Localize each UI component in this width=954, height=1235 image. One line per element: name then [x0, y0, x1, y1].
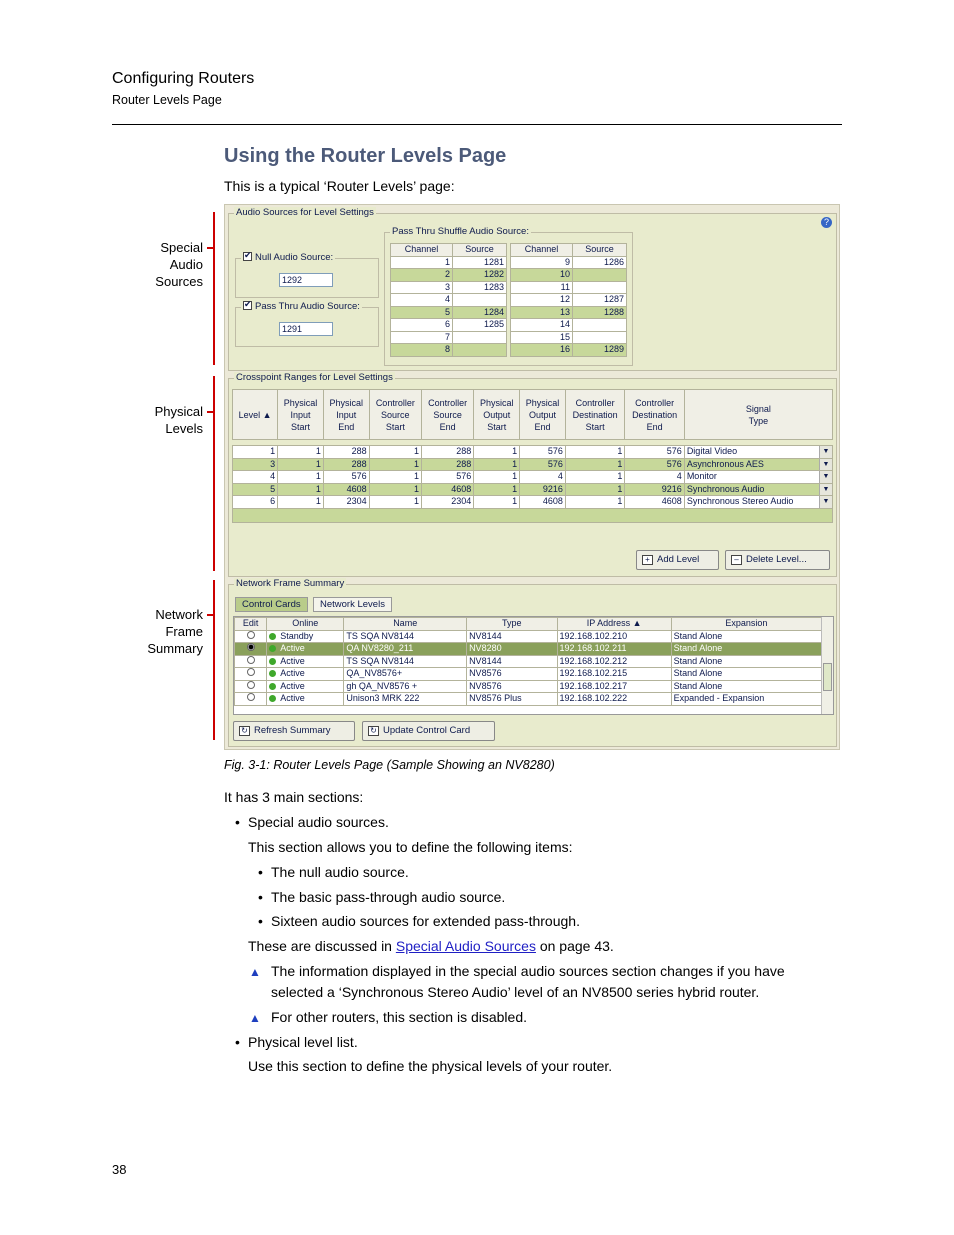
col-header[interactable]: Controller Destination Start: [565, 390, 624, 440]
table-row[interactable]: Active Unison3 MRK 222 NV8576 Plus 192.168.102.222 Expanded - Expansion: [235, 693, 822, 706]
network-table: [234, 617, 822, 706]
bullet-special-audio: • Special audio sources.: [248, 812, 389, 833]
col-header[interactable]: Signal Type: [684, 390, 832, 440]
special-audio-sources-link[interactable]: Special Audio Sources: [395, 938, 536, 954]
table-row[interactable]: 4: [391, 294, 507, 307]
signal-type-select[interactable]: Digital Video ▼: [684, 446, 832, 459]
pass-thru-checkbox[interactable]: [243, 301, 252, 310]
chevron-down-icon[interactable]: ▼: [819, 459, 832, 471]
scrollbar-thumb[interactable]: [823, 663, 832, 691]
page-number: 38: [112, 1162, 127, 1177]
shuffle-table-left: [390, 243, 507, 357]
status-dot-icon: [269, 695, 276, 702]
table-row[interactable]: 16 1289: [511, 344, 627, 357]
signal-type-select[interactable]: Synchronous Stereo Audio ▼: [684, 496, 832, 509]
body-p2: This section allows you to define the following items:: [248, 839, 573, 855]
table-row[interactable]: 3 1283: [391, 281, 507, 294]
table-row[interactable]: Active gh QA_NV8576 + NV8576 192.168.102.217 Stand Alone: [235, 680, 822, 693]
col-header[interactable]: Name: [344, 618, 467, 631]
table-row[interactable]: 11: [511, 281, 627, 294]
add-icon: +: [642, 555, 653, 565]
table-row[interactable]: 15: [511, 331, 627, 344]
sub-bullet-2: • The basic pass-through audio source.: [271, 887, 505, 908]
bullet-physical-level: • Physical level list.: [248, 1032, 358, 1053]
col-header: Source: [573, 244, 627, 257]
callout-bar-special: [213, 212, 215, 365]
body-p3: These are discussed in Special Audio Sources on page 43.: [248, 938, 614, 954]
status-dot-icon: [269, 645, 276, 652]
sub-bullet-3: • Sixteen audio sources for extended pass-through.: [271, 911, 580, 932]
callout-network: Network Frame Summary: [130, 606, 203, 657]
delete-level-button[interactable]: – Delete Level...: [725, 550, 830, 570]
edit-radio[interactable]: [247, 681, 255, 689]
col-header[interactable]: Controller Destination End: [625, 390, 684, 440]
refresh-icon: ↻: [239, 726, 250, 736]
update-control-card-button[interactable]: ↻ Update Control Card: [362, 721, 495, 741]
table-row[interactable]: 3 1 288 1 288 1 576 1 576 Asynchronous AES ▼: [233, 458, 833, 471]
table-row[interactable]: 14: [511, 319, 627, 332]
section-title: Router Levels Page: [112, 93, 222, 107]
audio-sources-group: Audio Sources for Level Settings ? ✔Null Audio Source: 1292 ✔Pass Thru Audio Source: 1291 Pass Thru Shuffle Audio Source: Channel Source 1 1281 2 1282 3 1283 4 5 1284 6 1285 7 8 Channel Source 9 1286 10 11 12 1287 13 1288 14 15 16 1289: [228, 213, 837, 371]
network-group: Network Frame Summary Control Cards Network Levels Edit Online Name Type IP Address ▲ Expansion Standby TS SQA NV8144 NV8144 192.168.102.210 Stand Alone Active QA NV8280_211 NV8280 192.168.102.211 Stand Alone Active TS SQA NV8144 NV8144 192.168.102.212 Stand Alone Active QA_NV8576+ NV8576 192.168.102.215 Stand Alone Active gh QA_NV8576 + NV8576 192.168.102.217 Stand Alone Active Unison3 MRK 222 NV8576 Plus 192.168.102.222 Expanded - Expansion ↻ Refresh Summary ↻ Update Control Card: [228, 584, 837, 747]
signal-type-select[interactable]: Asynchronous AES ▼: [684, 458, 832, 471]
help-icon[interactable]: ?: [821, 217, 832, 228]
body-p4: Use this section to define the physical levels of your router.: [248, 1058, 613, 1074]
col-header[interactable]: Controller Source Start: [369, 390, 421, 440]
signal-type-select[interactable]: Monitor ▼: [684, 471, 832, 484]
callout-bar-network: [213, 580, 215, 740]
status-dot-icon: [269, 683, 276, 690]
chevron-down-icon[interactable]: ▼: [819, 471, 832, 483]
body-p1: It has 3 main sections:: [224, 789, 364, 805]
table-row[interactable]: Active QA NV8280_211 NV8280 192.168.102.211 Stand Alone: [235, 643, 822, 656]
callout-special: Special Audio Sources: [140, 239, 203, 290]
note-triangle-icon: ▲: [249, 965, 261, 979]
edit-radio[interactable]: [247, 656, 255, 664]
table-row[interactable]: 5 1 4608 1 4608 1 9216 1 9216 Synchronous Audio ▼: [233, 483, 833, 496]
table-row[interactable]: 9 1286: [511, 256, 627, 269]
col-header[interactable]: Controller Source End: [421, 390, 473, 440]
col-header: Channel: [511, 244, 573, 257]
tab-network-levels[interactable]: Network Levels: [313, 597, 392, 612]
table-row[interactable]: 4 1 576 1 576 1 4 1 4 Monitor ▼: [233, 471, 833, 484]
null-audio-input[interactable]: 1292: [279, 273, 333, 287]
table-row[interactable]: Active TS SQA NV8144 NV8144 192.168.102.212 Stand Alone: [235, 655, 822, 668]
delete-icon: –: [731, 555, 742, 565]
status-dot-icon: [269, 633, 276, 640]
col-header[interactable]: Physical Output End: [520, 390, 566, 440]
col-header[interactable]: Online: [267, 618, 344, 631]
network-table-viewport: [233, 616, 834, 715]
col-header[interactable]: Expansion: [671, 618, 821, 631]
signal-type-select[interactable]: Synchronous Audio ▼: [684, 483, 832, 496]
shuffle-box: Pass Thru Shuffle Audio Source: Channel Source 1 1281 2 1282 3 1283 4 5 1284 6 1285 7 8 Channel Source 9 1286 10 11 12 1287 13 1288 14 15 16 1289: [384, 232, 633, 366]
note-2: ▲ For other routers, this section is disabled.: [271, 1007, 527, 1028]
crosspoint-table: [232, 389, 833, 523]
note-1: ▲ The information displayed in the special audio sources section changes if you have selected a ‘Synchronous Stereo Audio’ level of an NV8500 series hybrid router.: [249, 963, 785, 1000]
table-row[interactable]: 12 1287: [511, 294, 627, 307]
intro-text: This is a typical ‘Router Levels’ page:: [224, 178, 455, 194]
col-header: Channel: [391, 244, 453, 257]
table-row[interactable]: 13 1288: [511, 306, 627, 319]
table-row[interactable]: 2 1282: [391, 269, 507, 282]
table-row[interactable]: 7: [391, 331, 507, 344]
table-row[interactable]: 6 1 2304 1 2304 1 4608 1 4608 Synchronous Stereo Audio ▼: [233, 496, 833, 509]
refresh-summary-button[interactable]: ↻ Refresh Summary: [233, 721, 355, 741]
chapter-title: Configuring Routers: [112, 70, 255, 87]
edit-radio[interactable]: [247, 631, 255, 639]
col-header[interactable]: Physical Input Start: [278, 390, 324, 440]
col-header: Source: [453, 244, 507, 257]
table-row[interactable]: 1 1 288 1 288 1 576 1 576 Digital Video ▼: [233, 446, 833, 459]
status-dot-icon: [269, 670, 276, 677]
table-row[interactable]: Active QA_NV8576+ NV8576 192.168.102.215 Stand Alone: [235, 668, 822, 681]
null-audio-checkbox[interactable]: [243, 252, 252, 261]
edit-radio[interactable]: [247, 668, 255, 676]
col-header[interactable]: Type: [467, 618, 557, 631]
col-header[interactable]: Edit: [235, 618, 267, 631]
chevron-down-icon[interactable]: ▼: [819, 446, 832, 458]
table-row[interactable]: 8: [391, 344, 507, 357]
table-row[interactable]: 10: [511, 269, 627, 282]
edit-radio[interactable]: [247, 693, 255, 701]
crosspoint-group: Crosspoint Ranges for Level Settings Level ▲ Physical Input Start Physical Input End Controller Source Start Controller Source End Physical Output Start Physical Output End Controller Destination Start Controller Destination End Signal Type 1 1 288 1 288 1 576 1 576 Digital Video ▼ 3 1 288 1 288 1 576 1 576 Asynchronous AES ▼ 4 1 576 1 576 1 4 1 4 Monitor ▼ 5 1 4608 1 4608 1 9216 1 9216 Synchronous Audio ▼ 6 1 2304 1 2304 1 4608 1 4608 Synchronous Stereo Audio ▼ + Add Level – Delete Level...: [228, 378, 837, 577]
callout-bar-physical: [213, 376, 215, 571]
page-title: Using the Router Levels Page: [224, 145, 507, 167]
update-icon: ↻: [368, 726, 379, 736]
chevron-down-icon[interactable]: ▼: [819, 484, 832, 496]
callout-physical: Physical Levels: [140, 403, 203, 437]
col-header[interactable]: Physical Output Start: [474, 390, 520, 440]
note-triangle-icon: ▲: [249, 1011, 261, 1025]
col-header[interactable]: Physical Input End: [323, 390, 369, 440]
pass-thru-input[interactable]: 1291: [279, 322, 333, 336]
null-audio-box: ✔Null Audio Source: 1292: [235, 258, 379, 298]
figure-caption: Fig. 3-1: Router Levels Page (Sample Showing an NV8280): [224, 758, 555, 772]
table-row[interactable]: Standby TS SQA NV8144 NV8144 192.168.102.210 Stand Alone: [235, 630, 822, 643]
add-level-button[interactable]: + Add Level: [636, 550, 719, 570]
col-header[interactable]: Level ▲: [233, 390, 278, 440]
edit-radio[interactable]: [247, 643, 255, 651]
vertical-scrollbar[interactable]: [821, 617, 833, 714]
status-dot-icon: [269, 658, 276, 665]
table-row[interactable]: 6 1285: [391, 319, 507, 332]
shuffle-table-right: [510, 243, 627, 357]
router-levels-screenshot: [224, 204, 840, 750]
tab-control-cards[interactable]: Control Cards: [235, 597, 308, 612]
pass-thru-box: ✔Pass Thru Audio Source: 1291: [235, 307, 379, 347]
table-row[interactable]: 1 1281: [391, 256, 507, 269]
chevron-down-icon[interactable]: ▼: [819, 496, 832, 508]
header-rule: [112, 124, 842, 125]
table-row[interactable]: 5 1284: [391, 306, 507, 319]
col-header[interactable]: IP Address ▲: [557, 618, 671, 631]
sub-bullet-1: • The null audio source.: [271, 862, 409, 883]
